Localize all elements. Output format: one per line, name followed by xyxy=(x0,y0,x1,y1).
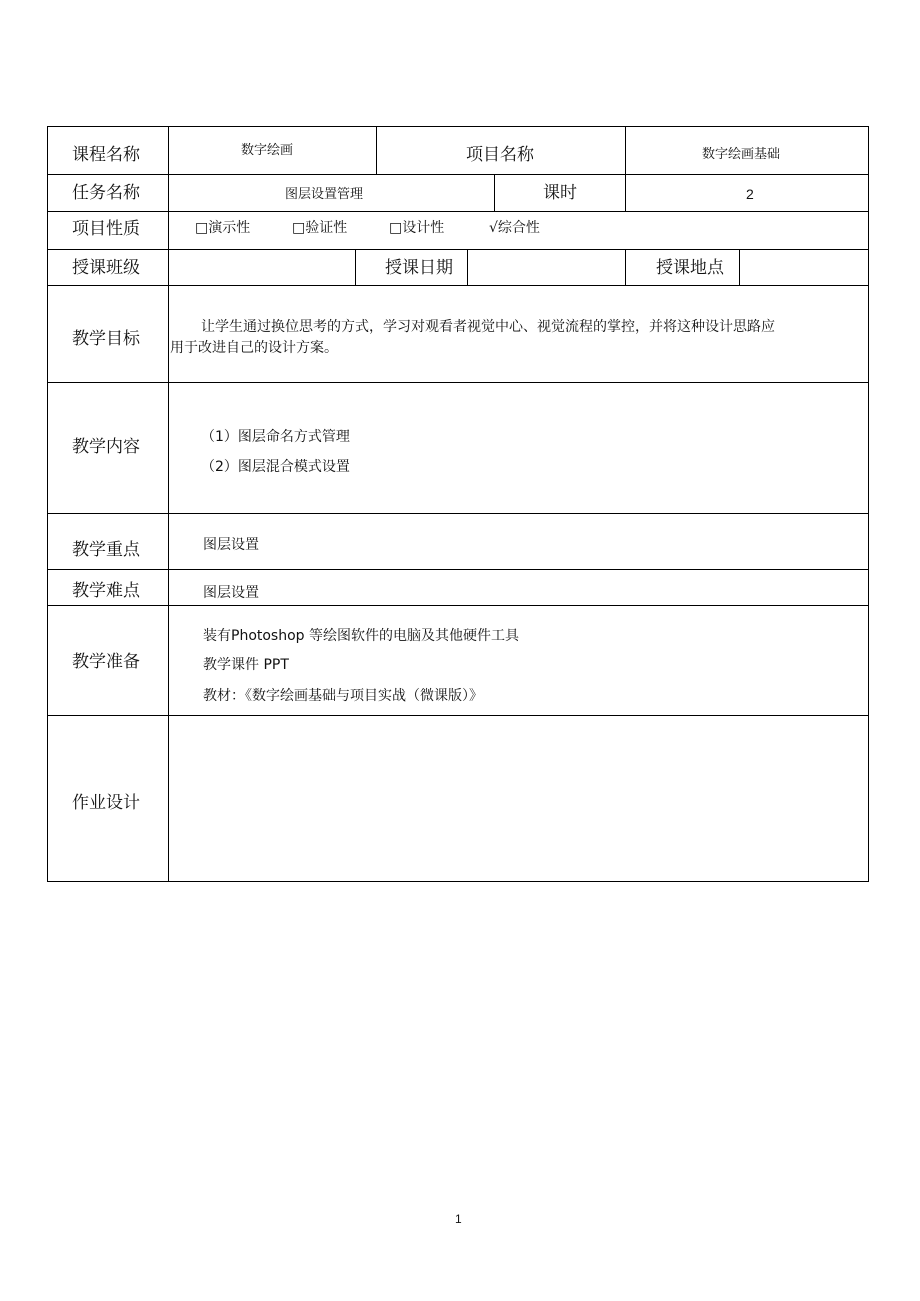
cell-divider xyxy=(494,174,495,211)
difficulty-value: 图层设置 xyxy=(203,585,259,601)
objective-text-line1: 让学生通过换位思考的方式，学习对观看者视觉中心、视觉流程的掌控，并将这种设计思路应 xyxy=(201,319,775,335)
option-design: □设计性 xyxy=(389,220,445,236)
class-label: 授课班级 xyxy=(72,258,140,278)
row-divider xyxy=(47,605,869,606)
key-point-label: 教学重点 xyxy=(72,540,140,560)
label-column-divider xyxy=(168,126,169,882)
objective-label: 教学目标 xyxy=(72,329,140,349)
preparation-item: 装有Photoshop 等绘图软件的电脑及其他硬件工具 xyxy=(203,628,520,644)
cell-divider xyxy=(739,249,740,285)
option-verification: □验证性 xyxy=(292,220,348,236)
homework-label: 作业设计 xyxy=(72,793,140,813)
content-label: 教学内容 xyxy=(72,437,140,457)
course-name-value: 数字绘画 xyxy=(241,143,294,158)
row-divider xyxy=(47,249,869,250)
project-nature-label: 项目性质 xyxy=(72,219,140,239)
teaching-place-label: 授课地点 xyxy=(656,258,724,278)
preparation-item: 教材：《数字绘画基础与项目实战（微课版）》 xyxy=(203,688,483,704)
task-name-value: 图层设置管理 xyxy=(285,187,364,202)
project-name-label: 项目名称 xyxy=(466,145,534,165)
teaching-date-label: 授课日期 xyxy=(385,258,453,278)
row-divider xyxy=(47,569,869,570)
project-name-value: 数字绘画基础 xyxy=(702,147,781,162)
class-hours-label: 课时 xyxy=(543,183,577,203)
task-name-label: 任务名称 xyxy=(72,183,140,203)
cell-divider xyxy=(355,249,356,285)
class-hours-value: 2 xyxy=(746,186,754,202)
option-comprehensive: √综合性 xyxy=(489,220,540,236)
row-divider xyxy=(47,513,869,514)
content-item: （2）图层混合模式设置 xyxy=(201,459,350,475)
objective-text-line2: 用于改进自己的设计方案。 xyxy=(170,340,338,356)
course-name-label: 课程名称 xyxy=(72,145,140,165)
key-point-value: 图层设置 xyxy=(203,537,259,553)
row-divider xyxy=(47,285,869,286)
row-divider xyxy=(47,174,869,175)
cell-divider xyxy=(625,174,626,211)
content-item: （1）图层命名方式管理 xyxy=(201,429,350,445)
lesson-plan-table xyxy=(47,126,869,882)
preparation-item: 教学课件 PPT xyxy=(203,657,289,673)
cell-divider xyxy=(625,249,626,285)
difficulty-label: 教学难点 xyxy=(72,581,140,601)
row-divider xyxy=(47,382,869,383)
preparation-label: 教学准备 xyxy=(72,652,140,672)
page-number: 1 xyxy=(455,1212,462,1226)
row-divider xyxy=(47,211,869,212)
cell-divider xyxy=(467,249,468,285)
option-demonstrative: □演示性 xyxy=(195,220,251,236)
row-divider xyxy=(47,715,869,716)
cell-divider xyxy=(376,126,377,174)
cell-divider xyxy=(625,126,626,174)
